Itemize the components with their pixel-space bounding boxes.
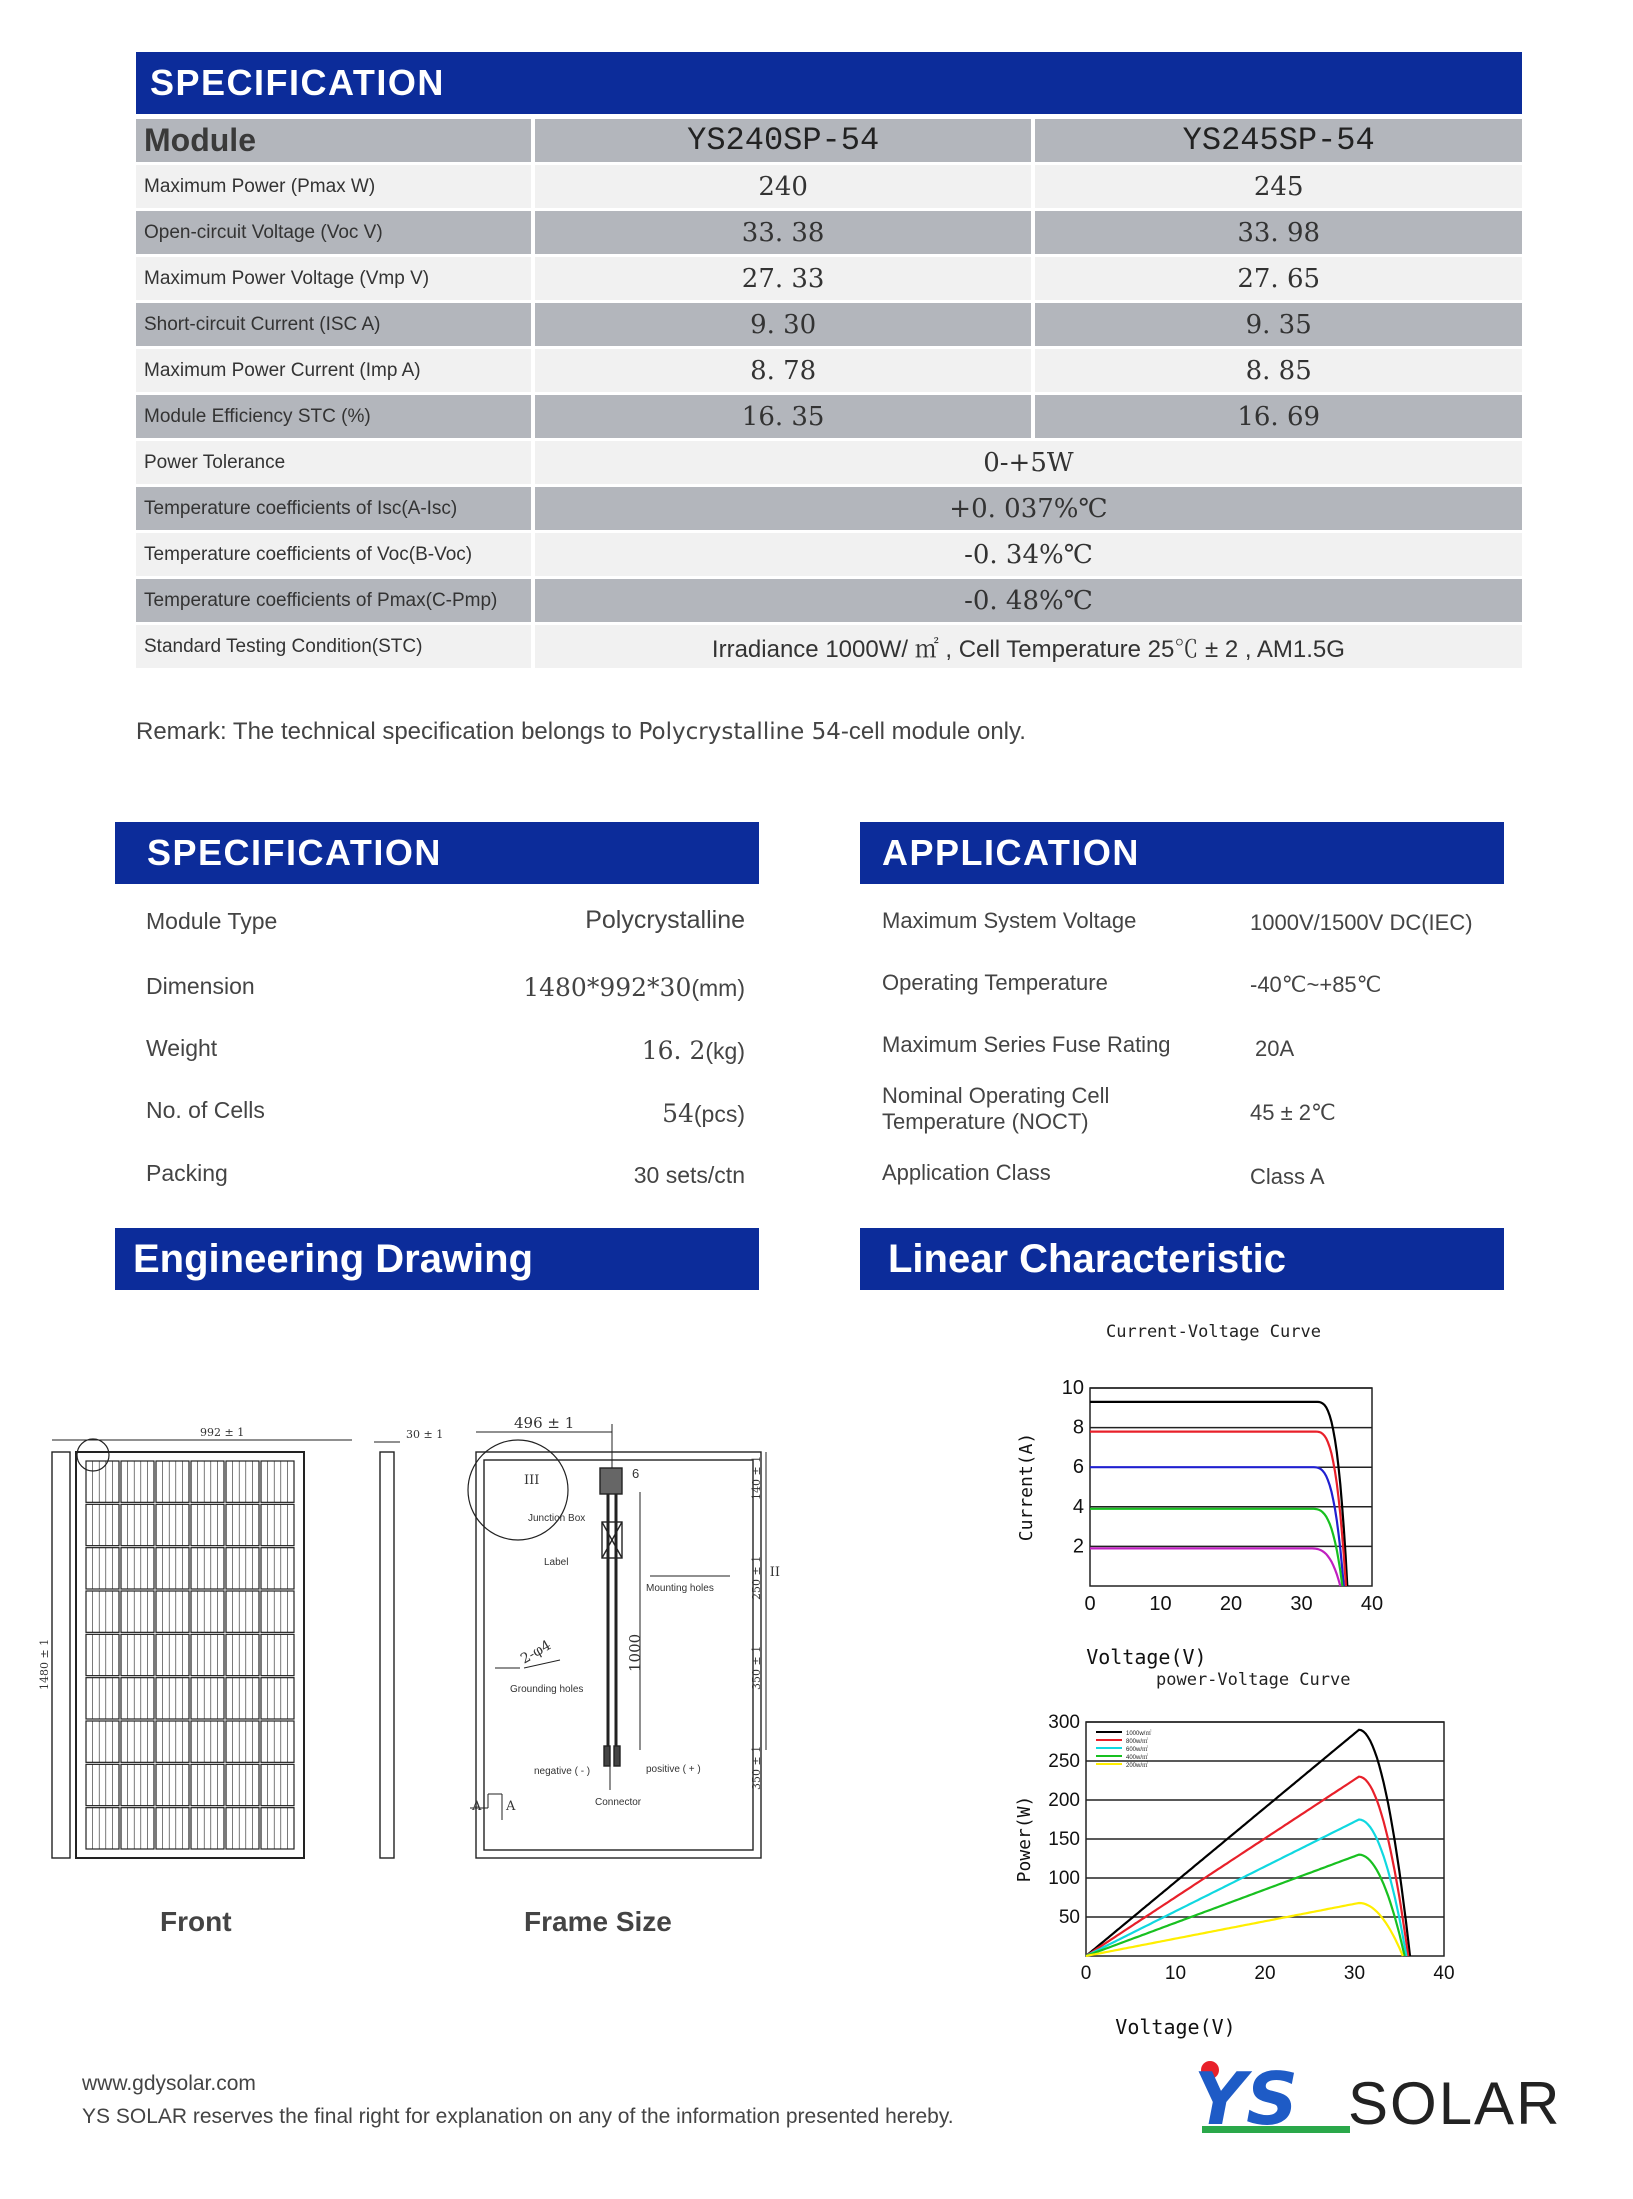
- y-tick-label: 2: [1072, 1535, 1084, 1558]
- application-label: Maximum Series Fuse Rating: [882, 1032, 1171, 1057]
- solar-cell: [156, 1721, 189, 1762]
- solar-cell: [226, 1591, 259, 1632]
- solar-cell: [121, 1764, 154, 1805]
- dim-d4: 350 ± 1: [750, 1745, 763, 1790]
- application-value: Class A: [1250, 1164, 1325, 1189]
- iv-chart-title: Current-Voltage Curve: [1106, 1322, 1321, 1342]
- dim-half: 496 ± 1: [514, 1414, 575, 1432]
- dim-d1: 140 ± 1: [750, 1455, 763, 1500]
- spec-row-value: 33. 38: [535, 211, 1032, 254]
- remark: [136, 718, 1026, 746]
- solar-cell: [156, 1678, 189, 1719]
- pv-chart-title: power-Voltage Curve: [1156, 1670, 1351, 1690]
- spec-row: [136, 303, 1522, 346]
- solar-cell: [121, 1808, 154, 1849]
- solar-cell: [86, 1808, 119, 1849]
- application-value: -40℃~+85℃: [1250, 972, 1382, 997]
- spec2-label: No. of Cells: [146, 1097, 265, 1123]
- solar-cell: [261, 1764, 294, 1805]
- spec-row-label: Power Tolerance: [136, 441, 531, 484]
- solar-cell: [191, 1548, 224, 1589]
- solar-cell: [86, 1764, 119, 1805]
- remark-highlight: Polycrystalline 54: [638, 719, 841, 745]
- logo-mark-icon: [1190, 2056, 1562, 2141]
- spec-row: [136, 395, 1522, 438]
- spec-row-value: 9. 30: [535, 303, 1032, 346]
- pv-chart: [1014, 1700, 1476, 2039]
- spec-row-value: 8. 85: [1035, 349, 1522, 392]
- spec2-value: Polycrystalline: [585, 906, 745, 934]
- solar-cell: [156, 1808, 189, 1849]
- y-tick-label: 4: [1072, 1495, 1084, 1518]
- solar-cell: [226, 1504, 259, 1545]
- spec-row-value: 8. 78: [535, 349, 1032, 392]
- spec-row-value: +0. 037%℃: [535, 487, 1522, 530]
- spec-row-label: Open-circuit Voltage (Voc V): [136, 211, 531, 254]
- y-tick-label: 6: [1072, 1456, 1084, 1479]
- callout-jbox: Junction Box: [528, 1513, 586, 1524]
- front-panel-frame: [76, 1452, 304, 1858]
- dim-d2: 250 ± 1: [750, 1555, 763, 1600]
- solar-cell: [261, 1548, 294, 1589]
- callout-six: 6: [632, 1466, 640, 1481]
- x-tick-label: 40: [1433, 1963, 1455, 1984]
- solar-cell: [191, 1678, 224, 1719]
- spec-row: [136, 211, 1522, 254]
- front-label: Front: [160, 1906, 232, 1937]
- y-tick-label: 150: [1048, 1829, 1080, 1850]
- x-tick-label: 10: [1164, 1963, 1187, 1984]
- spec-row-label: Maximum Power Voltage (Vmp V): [136, 257, 531, 300]
- spec-row-label: Maximum Power Current (Imp A): [136, 349, 531, 392]
- y-axis-label: Current(A): [1016, 1432, 1037, 1542]
- spec-header-col2: YS245SP-54: [1035, 119, 1522, 162]
- x-axis-label: Voltage(V): [1115, 2015, 1236, 2039]
- callout-r3: III: [524, 1473, 540, 1488]
- solar-cell: [121, 1721, 154, 1762]
- spec2-label: Packing: [146, 1160, 228, 1186]
- application-title: APPLICATION: [882, 832, 1140, 873]
- spec-row: [136, 257, 1522, 300]
- application-value: 1000V/1500V DC(IEC): [1250, 910, 1473, 935]
- solar-cell: [226, 1721, 259, 1762]
- spec-table-header: [136, 119, 1522, 162]
- legend-label: 800w/㎡: [1126, 1739, 1149, 1745]
- x-tick-label: 30: [1290, 1593, 1313, 1615]
- solar-cell: [191, 1764, 224, 1805]
- solar-cell: [121, 1461, 154, 1502]
- linear-title: Linear Characteristic: [888, 1237, 1286, 1281]
- spec2-label: Module Type: [146, 908, 278, 934]
- solar-cell: [86, 1548, 119, 1589]
- x-tick-label: 10: [1149, 1593, 1172, 1615]
- spec2-value: 1480*992*30(mm): [523, 973, 745, 1002]
- spec2-label: Dimension: [146, 973, 255, 999]
- frame-outline: [52, 1424, 766, 1858]
- solar-cell: [226, 1764, 259, 1805]
- spec-row-label: Maximum Power (Pmax W): [136, 165, 531, 208]
- spec-row-value: 16. 35: [535, 395, 1032, 438]
- ys-solar-logo: [1190, 2056, 1562, 2141]
- y-tick-label: 300: [1048, 1712, 1080, 1733]
- solar-cell: [121, 1634, 154, 1675]
- solar-cell: [86, 1678, 119, 1719]
- solar-cell: [191, 1634, 224, 1675]
- callout-mount: Mounting holes: [646, 1583, 714, 1594]
- callout-r2: II: [769, 1565, 780, 1580]
- y-tick-label: 200: [1048, 1790, 1080, 1811]
- callout-ground: Grounding holes: [510, 1684, 584, 1695]
- solar-cell: [261, 1721, 294, 1762]
- spec-row: [136, 349, 1522, 392]
- dim-d3: 350 ± 1: [750, 1645, 763, 1690]
- spec-row-value: 9. 35: [1035, 303, 1522, 346]
- logo-word: SOLAR: [1348, 2070, 1562, 2137]
- solar-cell: [261, 1461, 294, 1502]
- spec-row: [136, 533, 1522, 576]
- y-tick-label: 8: [1072, 1416, 1084, 1439]
- callout-neg: negative ( - ): [534, 1766, 591, 1777]
- spec-row-label: Module Efficiency STC (%): [136, 395, 531, 438]
- legend-label: 200w/㎡: [1126, 1763, 1149, 1769]
- spec-row-label: Short-circuit Current (ISC A): [136, 303, 531, 346]
- solar-cell: [226, 1634, 259, 1675]
- solar-cell: [261, 1504, 294, 1545]
- solar-cell: [121, 1504, 154, 1545]
- y-tick-label: 10: [1061, 1377, 1084, 1399]
- solar-cell: [261, 1678, 294, 1719]
- spec-table-title-bar: [136, 52, 1522, 114]
- application-label: Nominal Operating Cell Temperature (NOCT): [882, 1083, 1110, 1134]
- solar-cell: [191, 1721, 224, 1762]
- engineering-title: Engineering Drawing: [133, 1237, 534, 1281]
- x-tick-label: 0: [1084, 1593, 1096, 1615]
- spec-row: [136, 165, 1522, 208]
- spec-row-label: Temperature coefficients of Pmax(C-Pmp): [136, 579, 531, 622]
- frame-size-label: Frame Size: [524, 1906, 672, 1937]
- spec-row-value: -0. 48%℃: [535, 579, 1522, 622]
- spec2-title-bar: [115, 822, 759, 884]
- solar-cell: [156, 1591, 189, 1632]
- spec-row-label: Temperature coefficients of Isc(A-Isc): [136, 487, 531, 530]
- spec-row: [136, 579, 1522, 622]
- application-label: Application Class: [882, 1160, 1051, 1185]
- solar-cell: [191, 1808, 224, 1849]
- y-axis-label: Power(W): [1014, 1795, 1035, 1883]
- callout-pos: positive ( + ): [646, 1764, 701, 1775]
- spec-row: [136, 441, 1522, 484]
- spec-row-value: 16. 69: [1035, 395, 1522, 438]
- solar-cell: [156, 1634, 189, 1675]
- y-tick-label: 100: [1048, 1868, 1080, 1889]
- remark-suffix: -cell module only.: [840, 718, 1026, 745]
- front-panel: [76, 1452, 304, 1858]
- spec-table-title: SPECIFICATION: [150, 62, 445, 103]
- solar-cell: [261, 1808, 294, 1849]
- spec-row-value: 245: [1035, 165, 1522, 208]
- solar-cell: [226, 1548, 259, 1589]
- solar-cell: [156, 1504, 189, 1545]
- application-label: Maximum System Voltage: [882, 908, 1137, 933]
- dim-height: 1480 ± 1: [38, 1638, 51, 1690]
- solar-cell: [226, 1808, 259, 1849]
- spec-row-value: 27. 33: [535, 257, 1032, 300]
- solar-cell: [261, 1634, 294, 1675]
- iv-chart: [1010, 1360, 1400, 1669]
- solar-cell: [191, 1504, 224, 1545]
- dim-holes: 2-φ4: [518, 1637, 555, 1668]
- solar-cell: [226, 1678, 259, 1719]
- solar-cell: [156, 1461, 189, 1502]
- legend-label: 1000w/㎡: [1126, 1731, 1152, 1737]
- engineering-title-bar: [115, 1228, 759, 1290]
- solar-cell: [261, 1591, 294, 1632]
- x-tick-label: 20: [1254, 1963, 1276, 1984]
- legend-label: 600w/㎡: [1126, 1747, 1149, 1753]
- spec-row: [136, 625, 1522, 668]
- linear-title-bar: [860, 1228, 1504, 1290]
- spec-row-value: 0-+5W: [535, 441, 1522, 484]
- spec2-value: 16. 2(kg): [641, 1036, 745, 1065]
- application-label: Operating Temperature: [882, 970, 1108, 995]
- dim-width: 992 ± 1: [200, 1426, 245, 1439]
- spec-row-value: 27. 65: [1035, 257, 1522, 300]
- solar-cell: [86, 1721, 119, 1762]
- spec2-value: 30 sets/ctn: [633, 1162, 745, 1188]
- spec-row: [136, 487, 1522, 530]
- spec-row-label: Standard Testing Condition(STC): [136, 625, 531, 668]
- solar-cell: [86, 1591, 119, 1632]
- application-value: 20A: [1255, 1036, 1295, 1061]
- application-title-bar: [860, 822, 1504, 884]
- spec2-value: 54(pcs): [662, 1099, 745, 1128]
- dim-cable: 1000: [626, 1633, 644, 1672]
- y-tick-label: 50: [1058, 1907, 1080, 1928]
- solar-cell: [191, 1461, 224, 1502]
- x-axis-label: Voltage(V): [1086, 1645, 1207, 1669]
- logo-text: YS: [1194, 2057, 1298, 2141]
- solar-cell: [86, 1504, 119, 1545]
- solar-cell: [121, 1591, 154, 1632]
- solar-cell: [156, 1548, 189, 1589]
- x-tick-label: 30: [1343, 1963, 1366, 1984]
- x-tick-label: 40: [1360, 1593, 1384, 1615]
- callout-a2: A: [506, 1799, 516, 1814]
- footer-note: YS SOLAR reserves the final right for explanation on any of the information presented hereby.: [82, 2105, 954, 2128]
- spec-row-value: 240: [535, 165, 1032, 208]
- footer-url: www.gdysolar.com: [82, 2072, 256, 2095]
- spec-row-value: 33. 98: [1035, 211, 1522, 254]
- spec2-label: Weight: [146, 1035, 218, 1061]
- solar-cell: [121, 1678, 154, 1719]
- spec-header-module: Module: [136, 119, 531, 162]
- engineering-drawing: [40, 1410, 780, 1890]
- remark-prefix: Remark: The technical specification belongs to: [136, 718, 639, 745]
- x-tick-label: 0: [1080, 1963, 1092, 1984]
- application-value: 45 ± 2℃: [1250, 1100, 1336, 1125]
- callout-a1: A: [472, 1799, 482, 1814]
- dim-thickness: 30 ± 1: [406, 1428, 444, 1441]
- solar-cell: [226, 1461, 259, 1502]
- spec-table: [136, 116, 1522, 671]
- spec-header-col1: YS240SP-54: [535, 119, 1032, 162]
- callout-conn: Connector: [595, 1797, 642, 1808]
- callout-label: Label: [544, 1557, 569, 1568]
- spec-row-value: -0. 34%℃: [535, 533, 1522, 576]
- legend-label: 400w/㎡: [1126, 1755, 1149, 1761]
- y-tick-label: 250: [1048, 1751, 1080, 1772]
- spec-row-value: Irradiance 1000W/ ㎡ , Cell Temperature 25℃ ± 2 , AM1.5G: [535, 625, 1522, 668]
- spec-row-label: Temperature coefficients of Voc(B-Voc): [136, 533, 531, 576]
- spec2-title: SPECIFICATION: [147, 832, 442, 873]
- solar-cell: [86, 1634, 119, 1675]
- solar-cell: [121, 1548, 154, 1589]
- solar-cell: [156, 1764, 189, 1805]
- x-tick-label: 20: [1219, 1593, 1243, 1615]
- solar-cell: [191, 1591, 224, 1632]
